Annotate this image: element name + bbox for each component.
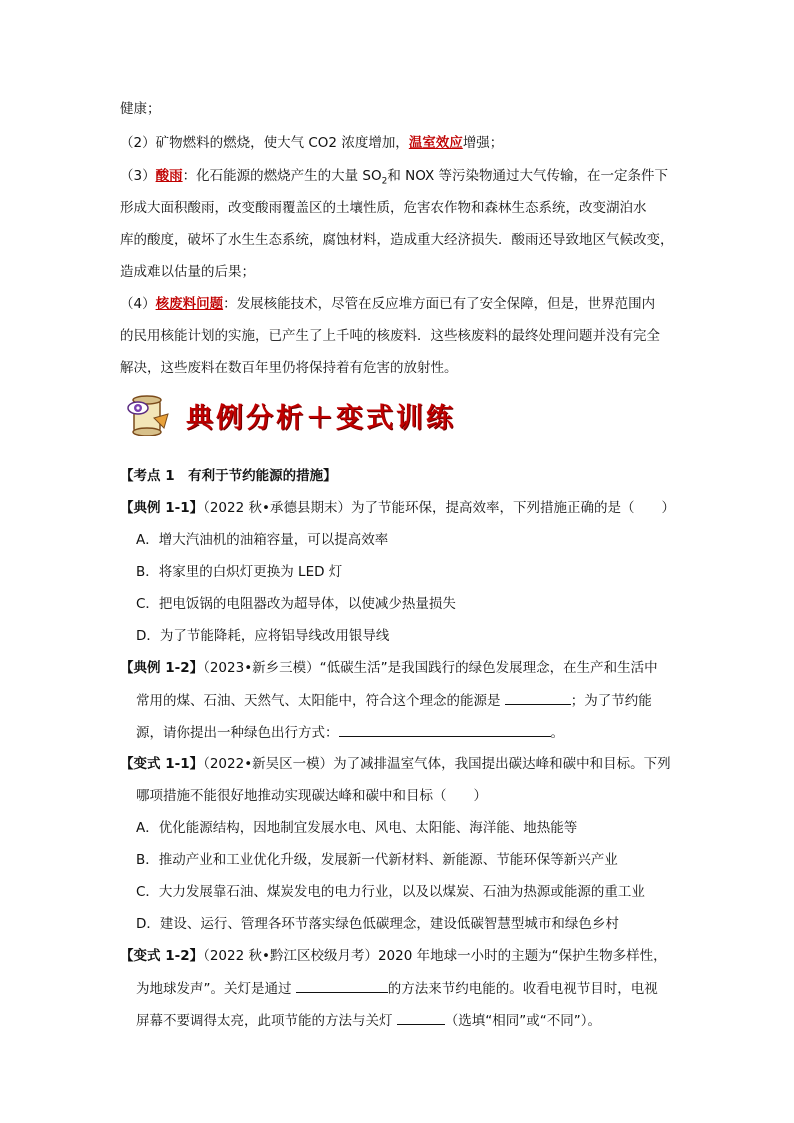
- text: （2022 秋•承德县期末）为了节能环保，提高效率，下列措施正确的是（ ）: [203, 500, 675, 516]
- option: B．推动产业和工业优化升级，发展新一代新材料、新能源、节能环保等新兴产业: [136, 852, 618, 868]
- text-line: 哪项措施不能很好地推动实现碳达峰和碳中和目标（ ）: [136, 788, 487, 804]
- text: （2023•新乡三模）“低碳生活”是我国践行的绿色发展理念，在生产和生活中: [203, 660, 658, 676]
- subscript: 2: [381, 176, 388, 187]
- question-stem: [120, 754, 671, 774]
- option: A．增大汽油机的油箱容量，可以提高效率: [136, 532, 389, 548]
- keyword-acid-rain: 酸雨: [155, 168, 183, 184]
- text: （2）矿物燃料的燃烧，使大气 CO2 浓度增加，: [120, 135, 409, 151]
- text: （2022 秋•黔江区校级月考）2020 年地球一小时的主题为“保护生物多样性，: [203, 948, 667, 964]
- text-line: [120, 294, 655, 314]
- text: （4）: [120, 296, 156, 312]
- text: 的方法来节约电能的。收看电视节目时，电视: [387, 981, 658, 997]
- section-banner: [124, 394, 464, 436]
- keyword-nuclear-waste: 核废料问题: [155, 296, 224, 312]
- answer-blank[interactable]: [339, 722, 551, 737]
- text: 增强；: [462, 135, 504, 151]
- option: A．优化能源结构，因地制宜发展水电、风电、太阳能、海洋能、地热能等: [136, 820, 578, 836]
- question-tag: 【典例 1-1】: [120, 500, 204, 516]
- text-line: [120, 166, 668, 192]
- text-line: [136, 978, 658, 999]
- question-tag: 【变式 1-1】: [120, 756, 204, 772]
- text-line: [120, 198, 647, 218]
- text: 健康；: [120, 101, 161, 117]
- scroll-eye-icon: [124, 394, 176, 436]
- answer-blank[interactable]: [296, 978, 388, 993]
- text: 屏幕不要调得太亮，此项节能的方法与关灯: [136, 1013, 397, 1029]
- keyword-greenhouse: 温室效应: [408, 135, 463, 151]
- answer-blank[interactable]: [397, 1010, 445, 1025]
- text-line: [120, 262, 255, 282]
- question-tag: 【典例 1-2】: [120, 660, 204, 676]
- option: D．建设、运行、管理各环节落实绿色低碳理念，建设低碳智慧型城市和绿色乡村: [136, 916, 619, 932]
- text: 和 NOX 等污染物通过大气传输，在一定条件下: [387, 168, 669, 184]
- question-stem: [120, 498, 675, 518]
- text: 常用的煤、石油、天然气、太阳能中，符合这个理念的能源是: [136, 693, 505, 709]
- question-tag: 【变式 1-2】: [120, 948, 204, 964]
- text: 解决，这些废料在数百年里仍将保持着有危害的放射性。: [120, 360, 458, 376]
- section-heading: 【考点 1 有利于节约能源的措施】: [120, 468, 337, 484]
- text: 的民用核能计划的实施，已产生了上千吨的核废料．这些核废料的最终处理问题并没有完全: [120, 328, 660, 344]
- text: （选填“相同”或“不同”）。: [444, 1013, 602, 1029]
- option: B．将家里的白炽灯更换为 LED 灯: [136, 564, 343, 580]
- text-line: [120, 230, 674, 250]
- question-stem: [120, 946, 667, 966]
- text-line: [120, 326, 660, 346]
- text-line: [136, 1010, 601, 1031]
- text: （2022•新吴区一模）为了减排温室气体，我国提出碳达峰和碳中和目标。下列: [203, 756, 671, 772]
- text-line: [120, 358, 458, 378]
- banner-title: 典例分析＋变式训练: [186, 403, 456, 434]
- option: C．大力发展靠石油、煤炭发电的电力行业，以及以煤炭、石油为热源或能源的重工业: [136, 884, 645, 900]
- text: 源，请你提出一种绿色出行方式：: [136, 725, 339, 741]
- text: 为地球发声”。关灯是通过: [136, 981, 296, 997]
- text: ：化石能源的燃烧产生的大量 SO: [182, 168, 382, 184]
- text-line: [120, 99, 161, 119]
- text: 造成难以估量的后果；: [120, 264, 255, 280]
- text: 库的酸度，破坏了水生生态系统，腐蚀材料，造成重大经济损失．酸雨还导致地区气候改变，: [120, 232, 674, 248]
- text: ；为了节约能: [570, 693, 652, 709]
- text-line: [120, 133, 503, 153]
- text: ：发展核能技术，尽管在反应堆方面已有了安全保障，但是，世界范围内: [223, 296, 656, 312]
- text-line: [136, 690, 652, 711]
- text-line: [136, 722, 564, 743]
- option: D．为了节能降耗，应将铝导线改用银导线: [136, 628, 390, 644]
- text: 形成大面积酸雨，改变酸雨覆盖区的土壤性质，危害农作物和森林生态系统，改变湖泊水: [120, 200, 647, 216]
- text: （3）: [120, 168, 156, 184]
- text: 。: [550, 725, 564, 741]
- question-stem: [120, 658, 658, 678]
- option: C．把电饭锅的电阻器改为超导体，以使减少热量损失: [136, 596, 456, 612]
- answer-blank[interactable]: [505, 690, 571, 705]
